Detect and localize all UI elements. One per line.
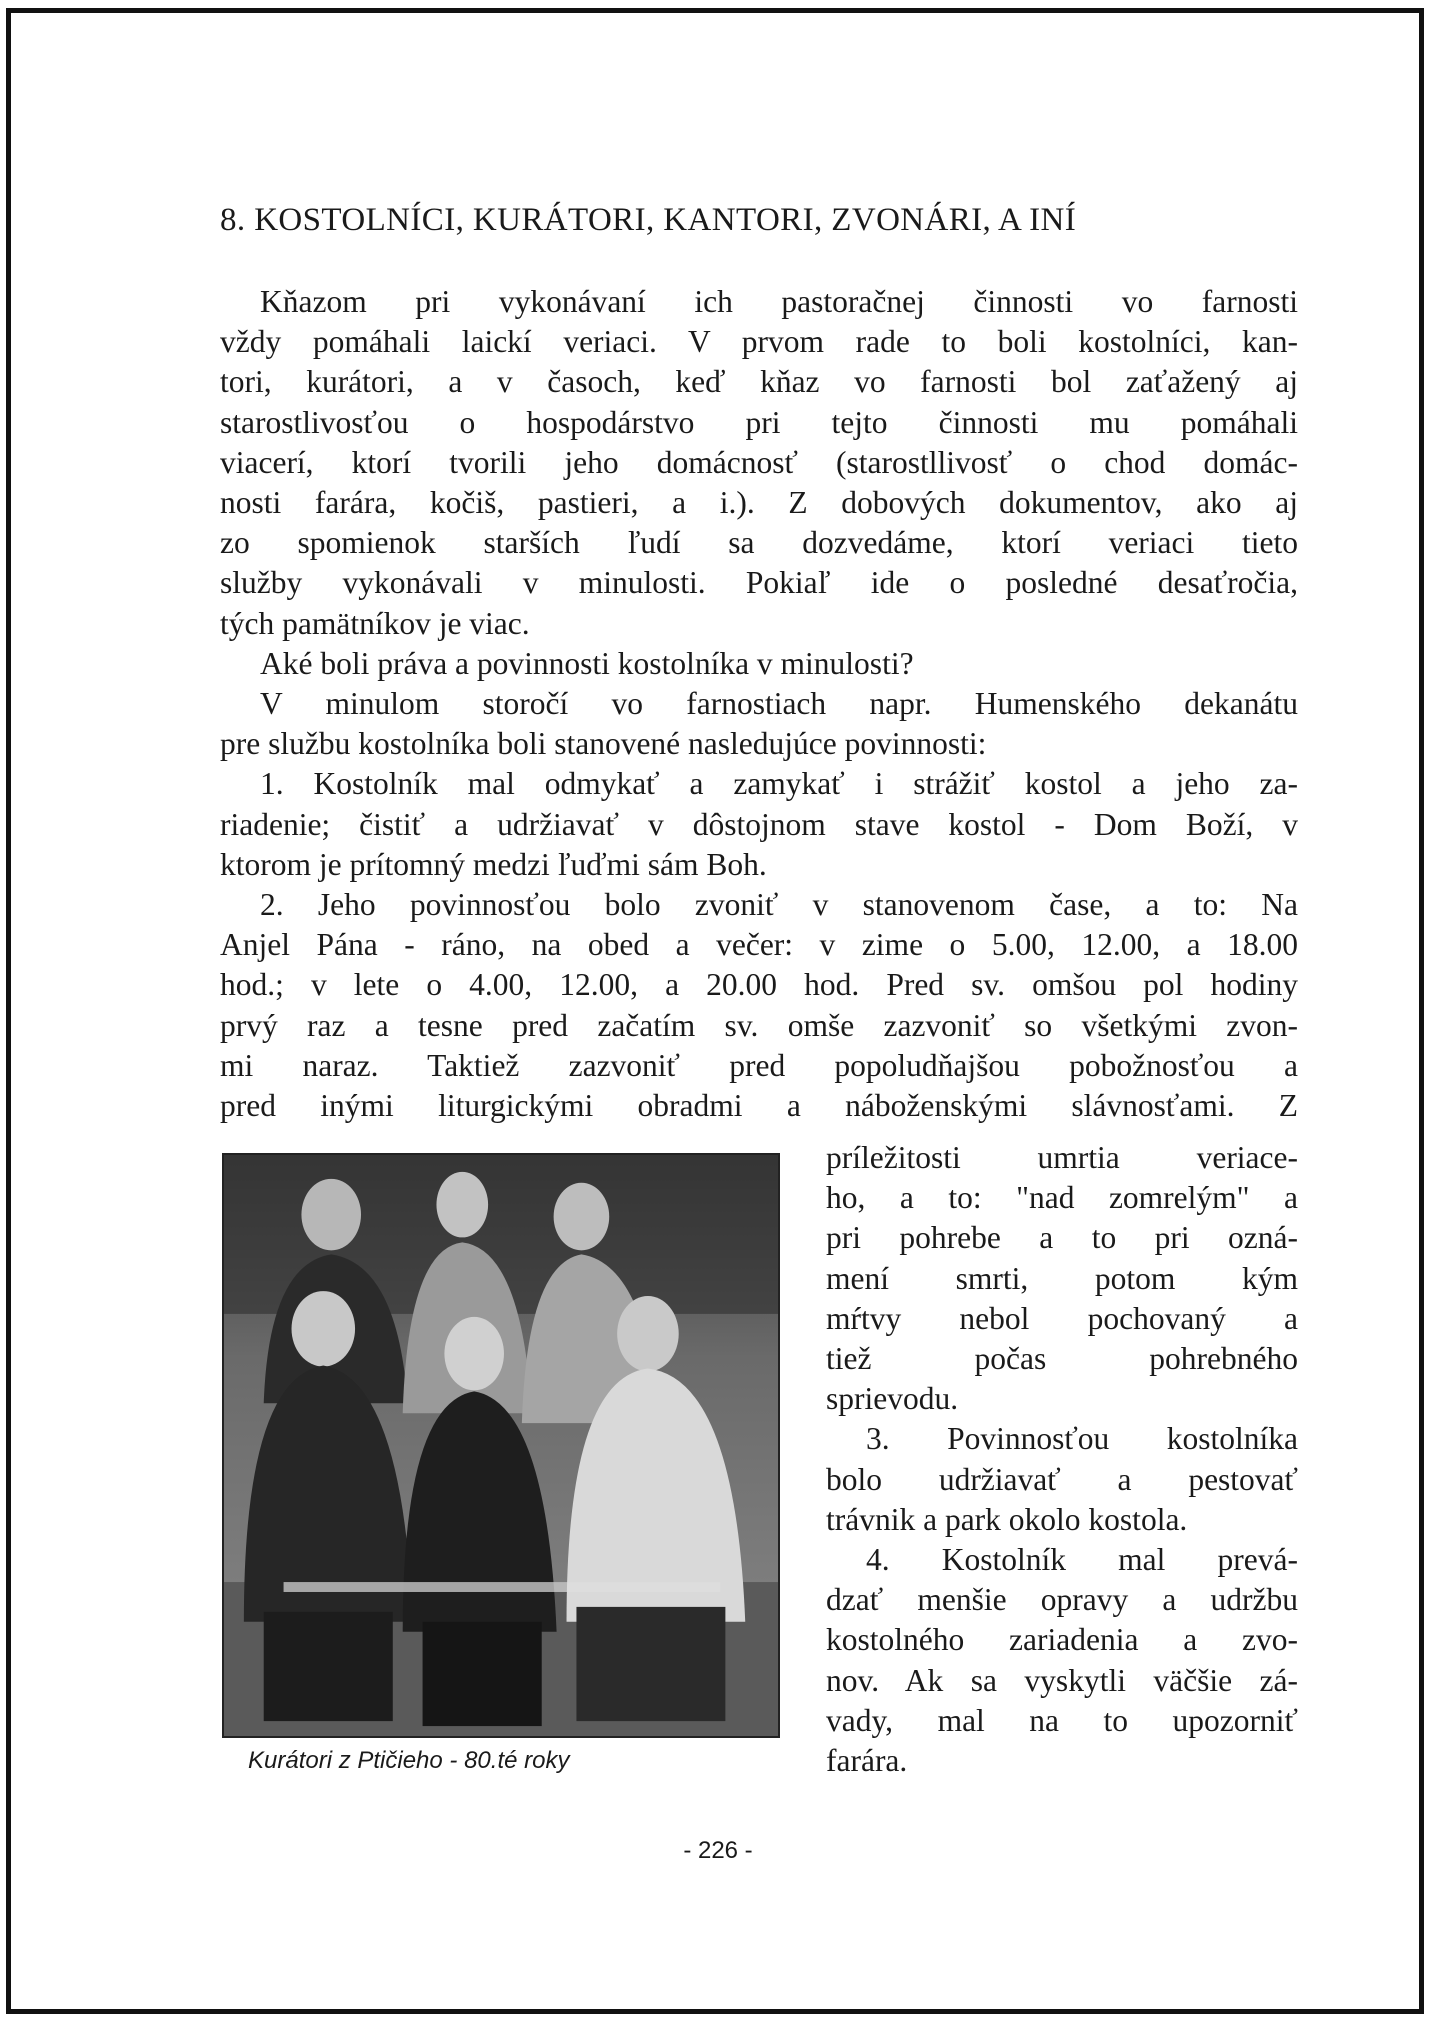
duty-4-paragraph — [826, 1540, 1298, 1781]
text-line: V minulom storočí vo farnostiach napr. Humenského dekanátu — [260, 686, 1298, 722]
main-text — [220, 282, 1298, 1126]
text-line: pre službu kostolníka boli stanovené nasledujúce povinnosti: — [220, 726, 987, 762]
text-line: Anjel Pána - ráno, na obed a večer: v zime o 5.00, 12.00, a 18.00 — [220, 927, 1298, 963]
text-line: tých pamätníkov je viac. — [220, 605, 530, 641]
text-line: príležitosti umrtia veriace- — [826, 1140, 1298, 1175]
question-line: Aké boli práva a povinnosti kostolníka v minulosti? — [260, 645, 914, 681]
text-line: sprievodu. — [826, 1381, 959, 1417]
text-line: pred inými liturgickými obradmi a náboženskými slávnosťami. Z — [220, 1088, 1298, 1124]
text-line: mŕtvy nebol pochovaný a — [826, 1300, 1298, 1336]
text-line: viacerí, ktorí tvorili jeho domácnosť (starostllivosť o chod domác- — [220, 444, 1298, 480]
group-photo — [222, 1153, 780, 1738]
text-line: vždy pomáhali laickí veriaci. V prvom rade to boli kostolníci, kan- — [220, 324, 1298, 360]
duties-intro-paragraph — [220, 684, 1298, 764]
text-line: prvý raz a tesne pred začatím sv. omše zazvoniť so všetkými zvon- — [220, 1007, 1298, 1043]
text-line: bolo udržiavať a pestovať — [826, 1461, 1298, 1497]
text-line: zo spomienok starších ľudí sa dozvedáme, ktorí veriaci tieto — [220, 525, 1298, 561]
text-line: mení smrti, potom kým — [826, 1260, 1298, 1296]
page-number: - 226 - — [683, 1837, 753, 1864]
text-line: 3. Povinnosťou kostolníka — [866, 1421, 1298, 1457]
text-line: tiež počas pohrebného — [826, 1341, 1298, 1377]
text-line: pri pohrebe a to pri ozná- — [826, 1220, 1298, 1256]
duty-2-paragraph — [220, 885, 1298, 1126]
text-line: Kňazom pri vykonávaní ich pastoračnej činnosti vo farnosti — [260, 284, 1298, 319]
text-line: nosti farára, kočiš, pastieri, a i.). Z dobových dokumentov, ako aj — [220, 485, 1298, 521]
text-line: farára. — [826, 1743, 908, 1779]
chapter-heading: 8. KOSTOLNÍCI, KURÁTORI, KANTORI, ZVONÁRI, A INÍ — [220, 202, 1077, 238]
text-line: ktorom je prítomný medzi ľuďmi sám Boh. — [220, 846, 767, 882]
text-line: hod.; v lete o 4.00, 12.00, a 20.00 hod. Pred sv. omšou pol hodiny — [220, 967, 1298, 1003]
text-line: dzať menšie opravy a udržbu — [826, 1582, 1298, 1618]
text-line: mi naraz. Taktiež zazvoniť pred popoludňajšou pobožnosťou a — [220, 1047, 1298, 1083]
text-line: 1. Kostolník mal odmykať a zamykať i strážiť kostol a jeho za- — [260, 766, 1298, 802]
text-line: riadenie; čistiť a udržiavať v dôstojnom stave kostol - Dom Boží, v — [220, 806, 1298, 842]
text-line: tori, kurátori, a v časoch, keď kňaz vo farnosti bol zaťažený aj — [220, 364, 1298, 400]
duty-2-continuation — [826, 1138, 1298, 1419]
intro-paragraph — [220, 282, 1298, 644]
text-line: starostlivosťou o hospodárstvo pri tejto činnosti mu pomáhali — [220, 404, 1298, 440]
text-line: vady, mal na to upozorniť — [826, 1702, 1298, 1738]
duty-1-paragraph — [220, 764, 1298, 885]
text-line: 2. Jeho povinnosťou bolo zvoniť v stanovenom čase, a to: Na — [260, 887, 1298, 923]
text-line: 4. Kostolník mal prevá- — [866, 1542, 1298, 1578]
text-line: trávnik a park okolo kostola. — [826, 1501, 1188, 1537]
text-line: nov. Ak sa vyskytli väčšie zá- — [826, 1662, 1298, 1698]
right-column-text — [826, 1138, 1298, 1781]
photo-caption: Kurátori z Ptičieho - 80.té roky — [248, 1747, 570, 1774]
text-line: služby vykonávali v minulosti. Pokiaľ ide o posledné desaťročia, — [220, 565, 1298, 601]
group-photo-illustration — [224, 1155, 778, 1736]
text-line: kostolného zariadenia a zvo- — [826, 1622, 1298, 1658]
duty-3-paragraph — [826, 1419, 1298, 1540]
text-line: ho, a to: "nad zomrelým" a — [826, 1180, 1298, 1216]
